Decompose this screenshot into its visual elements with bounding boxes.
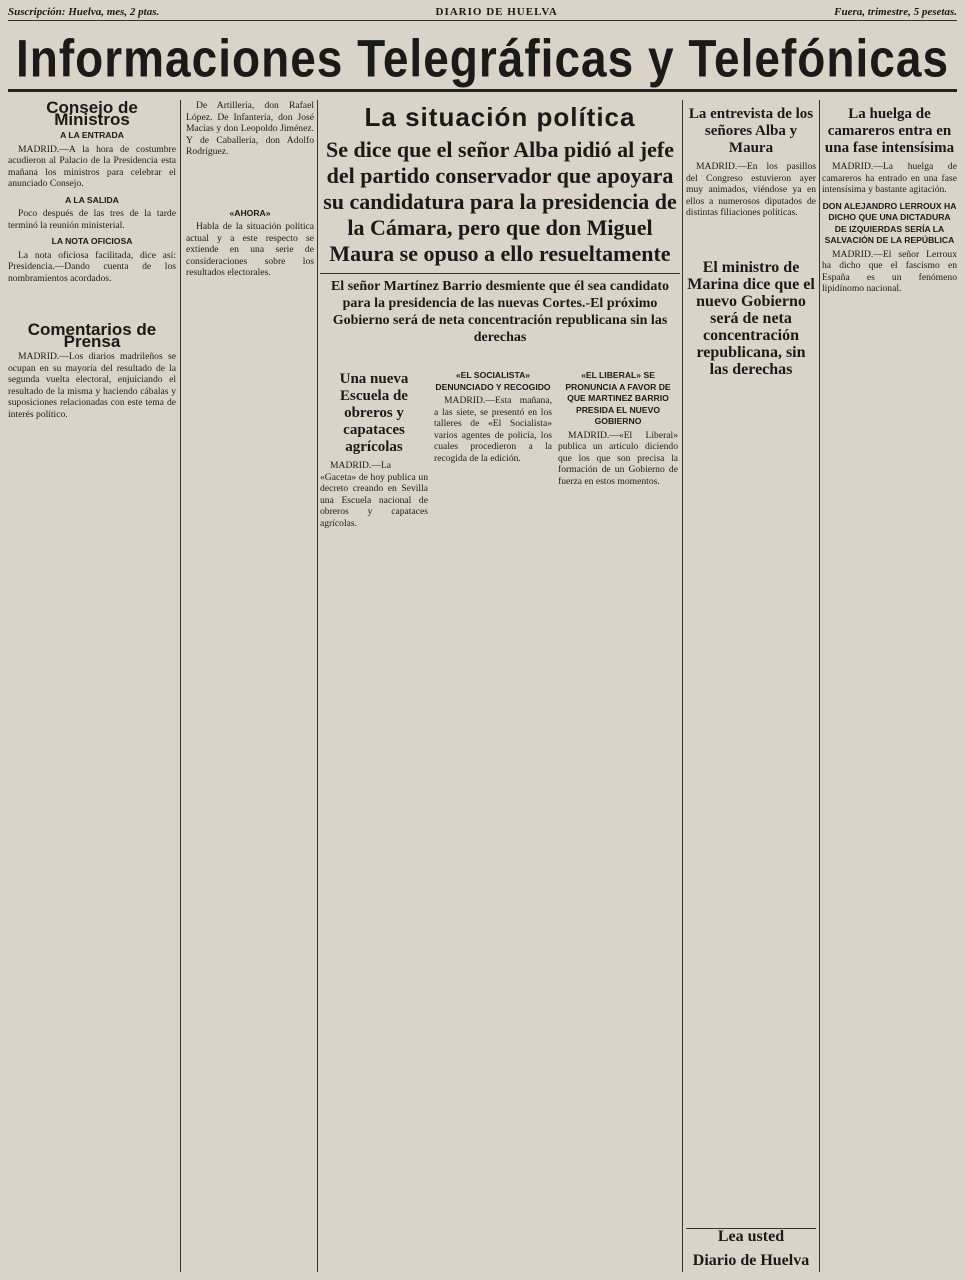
ad-lea-usted: Lea usted — [686, 1228, 816, 1243]
sub-ahora: «AHORA» — [229, 207, 271, 218]
top-info-line — [8, 6, 957, 21]
subscription-info: Suscripción: Huelva, mes, 2 ptas. — [8, 6, 160, 18]
entrevista-text: MADRID.—En los pasillos del Congreso estuvieron ayer muy animados, viéndose ya en ellos a numerosos diputados de distintas filiaciones políticas. — [686, 161, 816, 218]
lerroux-text: MADRID.—El señor Lerroux ha dicho que el fascismo en España es un fenómeno lipidínomo nacional. — [822, 248, 957, 294]
sub-salida: A LA SALIDA — [65, 194, 119, 205]
marina-headline: El ministro de Marina dice que el nuevo Gobierno será de neta concentración republicana, sin las derechas — [687, 258, 815, 378]
columns-grid — [8, 100, 957, 1272]
sub-entrada: A LA ENTRADA — [60, 130, 124, 140]
column-divider — [180, 100, 181, 1272]
text-comentarios: MADRID.—Los diarios madrileños se ocupan en su mayoría del resultado de la segunda vuelta electoral, enjuiciando el resultado de la misma y haciendo cábalas y suposiciones relacionadas con este tema de interés político. — [8, 351, 176, 420]
main-deck: Se dice que el señor Alba pidió al jefe del partido conservador que apoyara su candidatura para la presidencia de la Cámara, pero que don Miguel Maura se opuso a ello resueltamente — [323, 137, 677, 266]
column-liberal — [558, 365, 678, 1272]
entrevista-headline: La entrevista de los señores Alba y Maura — [688, 106, 814, 156]
lerroux-headline: DON ALEJANDRO LERROUX HA DICHO QUE UNA DICTADURA DE IZQUIERDAS SERÍA LA SALVACIÓN DE LA REPÚBLICA — [822, 200, 957, 245]
column-divider — [682, 100, 683, 1272]
huelga-headline: La huelga de camareros entra en una fase intensísima — [824, 106, 955, 156]
main-story — [320, 100, 680, 352]
column-two — [186, 100, 314, 1272]
comentarios-title: Comentarios de Prensa — [27, 320, 157, 351]
column-divider — [819, 100, 820, 1272]
text-nota: La nota oficiosa facilitada, dice así: Presidencia.—Dando cuenta de los nombramientos acordados. — [8, 249, 176, 284]
text-entrada: MADRID.—A la hora de costumbre acudieron al Palacio de la Presidencia esta mañana los ministros para celebrar el anunciado Consejo. — [8, 143, 176, 189]
main-subdeck: El señor Martínez Barrio desmiente que él sea candidato para la presidencia de las nuevas Cortes.-El próximo Gobierno será de neta concentración republicana sin las derechas — [320, 273, 680, 346]
column-socialista — [434, 365, 552, 1272]
masthead-rule — [8, 89, 957, 92]
column-escuela — [320, 365, 428, 1272]
escuela-text: MADRID.—La «Gaceta» de hoy publica un decreto creando en Sevilla una Escuela nacional de obreros y capataces agrícolas. — [320, 460, 428, 529]
section-masthead: Informaciones Telegráficas y Telefónicas — [15, 28, 950, 88]
subscription-outside: Fuera, trimestre, 5 pesetas. — [834, 6, 957, 18]
column-divider — [317, 100, 318, 1272]
ad-diario: Diario de Huelva — [692, 1251, 810, 1269]
text-salida: Poco después de las tres de la tarde terminó la reunión ministerial. — [8, 208, 176, 231]
huelga-text: MADRID.—La huelga de camareros ha entrado en una fase intensísima y bastante agitación. — [822, 161, 957, 195]
column-entrevista — [686, 100, 816, 1272]
paper-name: DIARIO DE HUELVA — [435, 6, 558, 18]
liberal-text: MADRID.—«El Liberal» publica un artículo diciendo que los que son precisa la formación de un Gobierno de fuerza en estos momentos. — [558, 429, 678, 487]
text-ahora: Habla de la situación política actual y a este respecto se extiende en una serie de consideraciones sobre los resultados electorales. — [186, 221, 314, 278]
escuela-headline: Una nueva Escuela de obreros y capataces agrícolas — [339, 371, 409, 455]
column-consejo — [8, 100, 176, 1272]
column-huelga — [822, 100, 957, 1272]
consejo-title: Consejo de Ministros — [46, 100, 138, 129]
socialista-headline: «EL SOCIALISTA» DENUNCIADO Y RECOGIDO — [435, 370, 551, 392]
sub-nota: LA NOTA OFICIOSA — [51, 236, 133, 246]
main-headline: La situación política — [364, 102, 636, 132]
liberal-headline: «EL LIBERAL» SE PRONUNCIA A FAVOR DE QUE MARTINEZ BARRIO PRESIDA EL NUEVO GOBIERNO — [565, 370, 671, 426]
text-nombramientos: De Artillería, don Rafael López. De Infantería, don José Macías y don Leopoldo Jiménez. Y de Caballería, don Adolfo Rodríguez. — [186, 100, 314, 157]
socialista-text: MADRID.—Esta mañana, a las siete, se presentó en los talleres de «El Socialista» varios agentes de policía, los cuales procedieron a la recogida de la edición. — [434, 395, 552, 464]
